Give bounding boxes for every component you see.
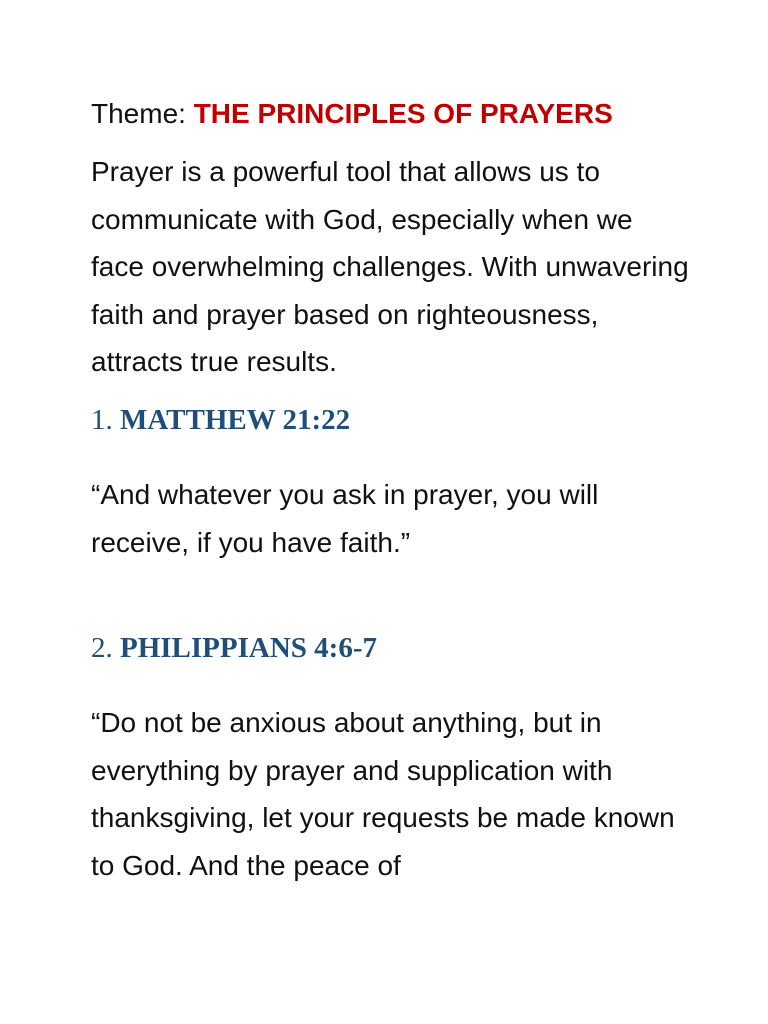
theme-line [91,94,613,134]
section-heading-2 [91,628,377,668]
scripture-quote-2: “Do not be anxious about anything, but in everything by prayer and supplication with thanksgiving, let your requests be made known to God. And the peace of [91,707,675,881]
theme-prefix: Theme: [91,98,194,129]
section-heading-1 [91,400,350,440]
section-number-2: 2. [91,632,120,664]
section-number-1: 1. [91,404,120,436]
theme-title: THE PRINCIPLES OF PRAYERS [193,98,613,129]
scripture-reference-2: PHILIPPIANS 4:6-7 [120,632,377,664]
scripture-reference-1: MATTHEW 21:22 [120,404,351,436]
intro-paragraph: Prayer is a powerful tool that allows us to communicate with God, especially when we face overwhelming challenges. With unwavering faith and prayer based on righteousness, attracts true results. [91,156,689,377]
scripture-quote-1: “And whatever you ask in prayer, you will receive, if you have faith.” [91,479,599,558]
